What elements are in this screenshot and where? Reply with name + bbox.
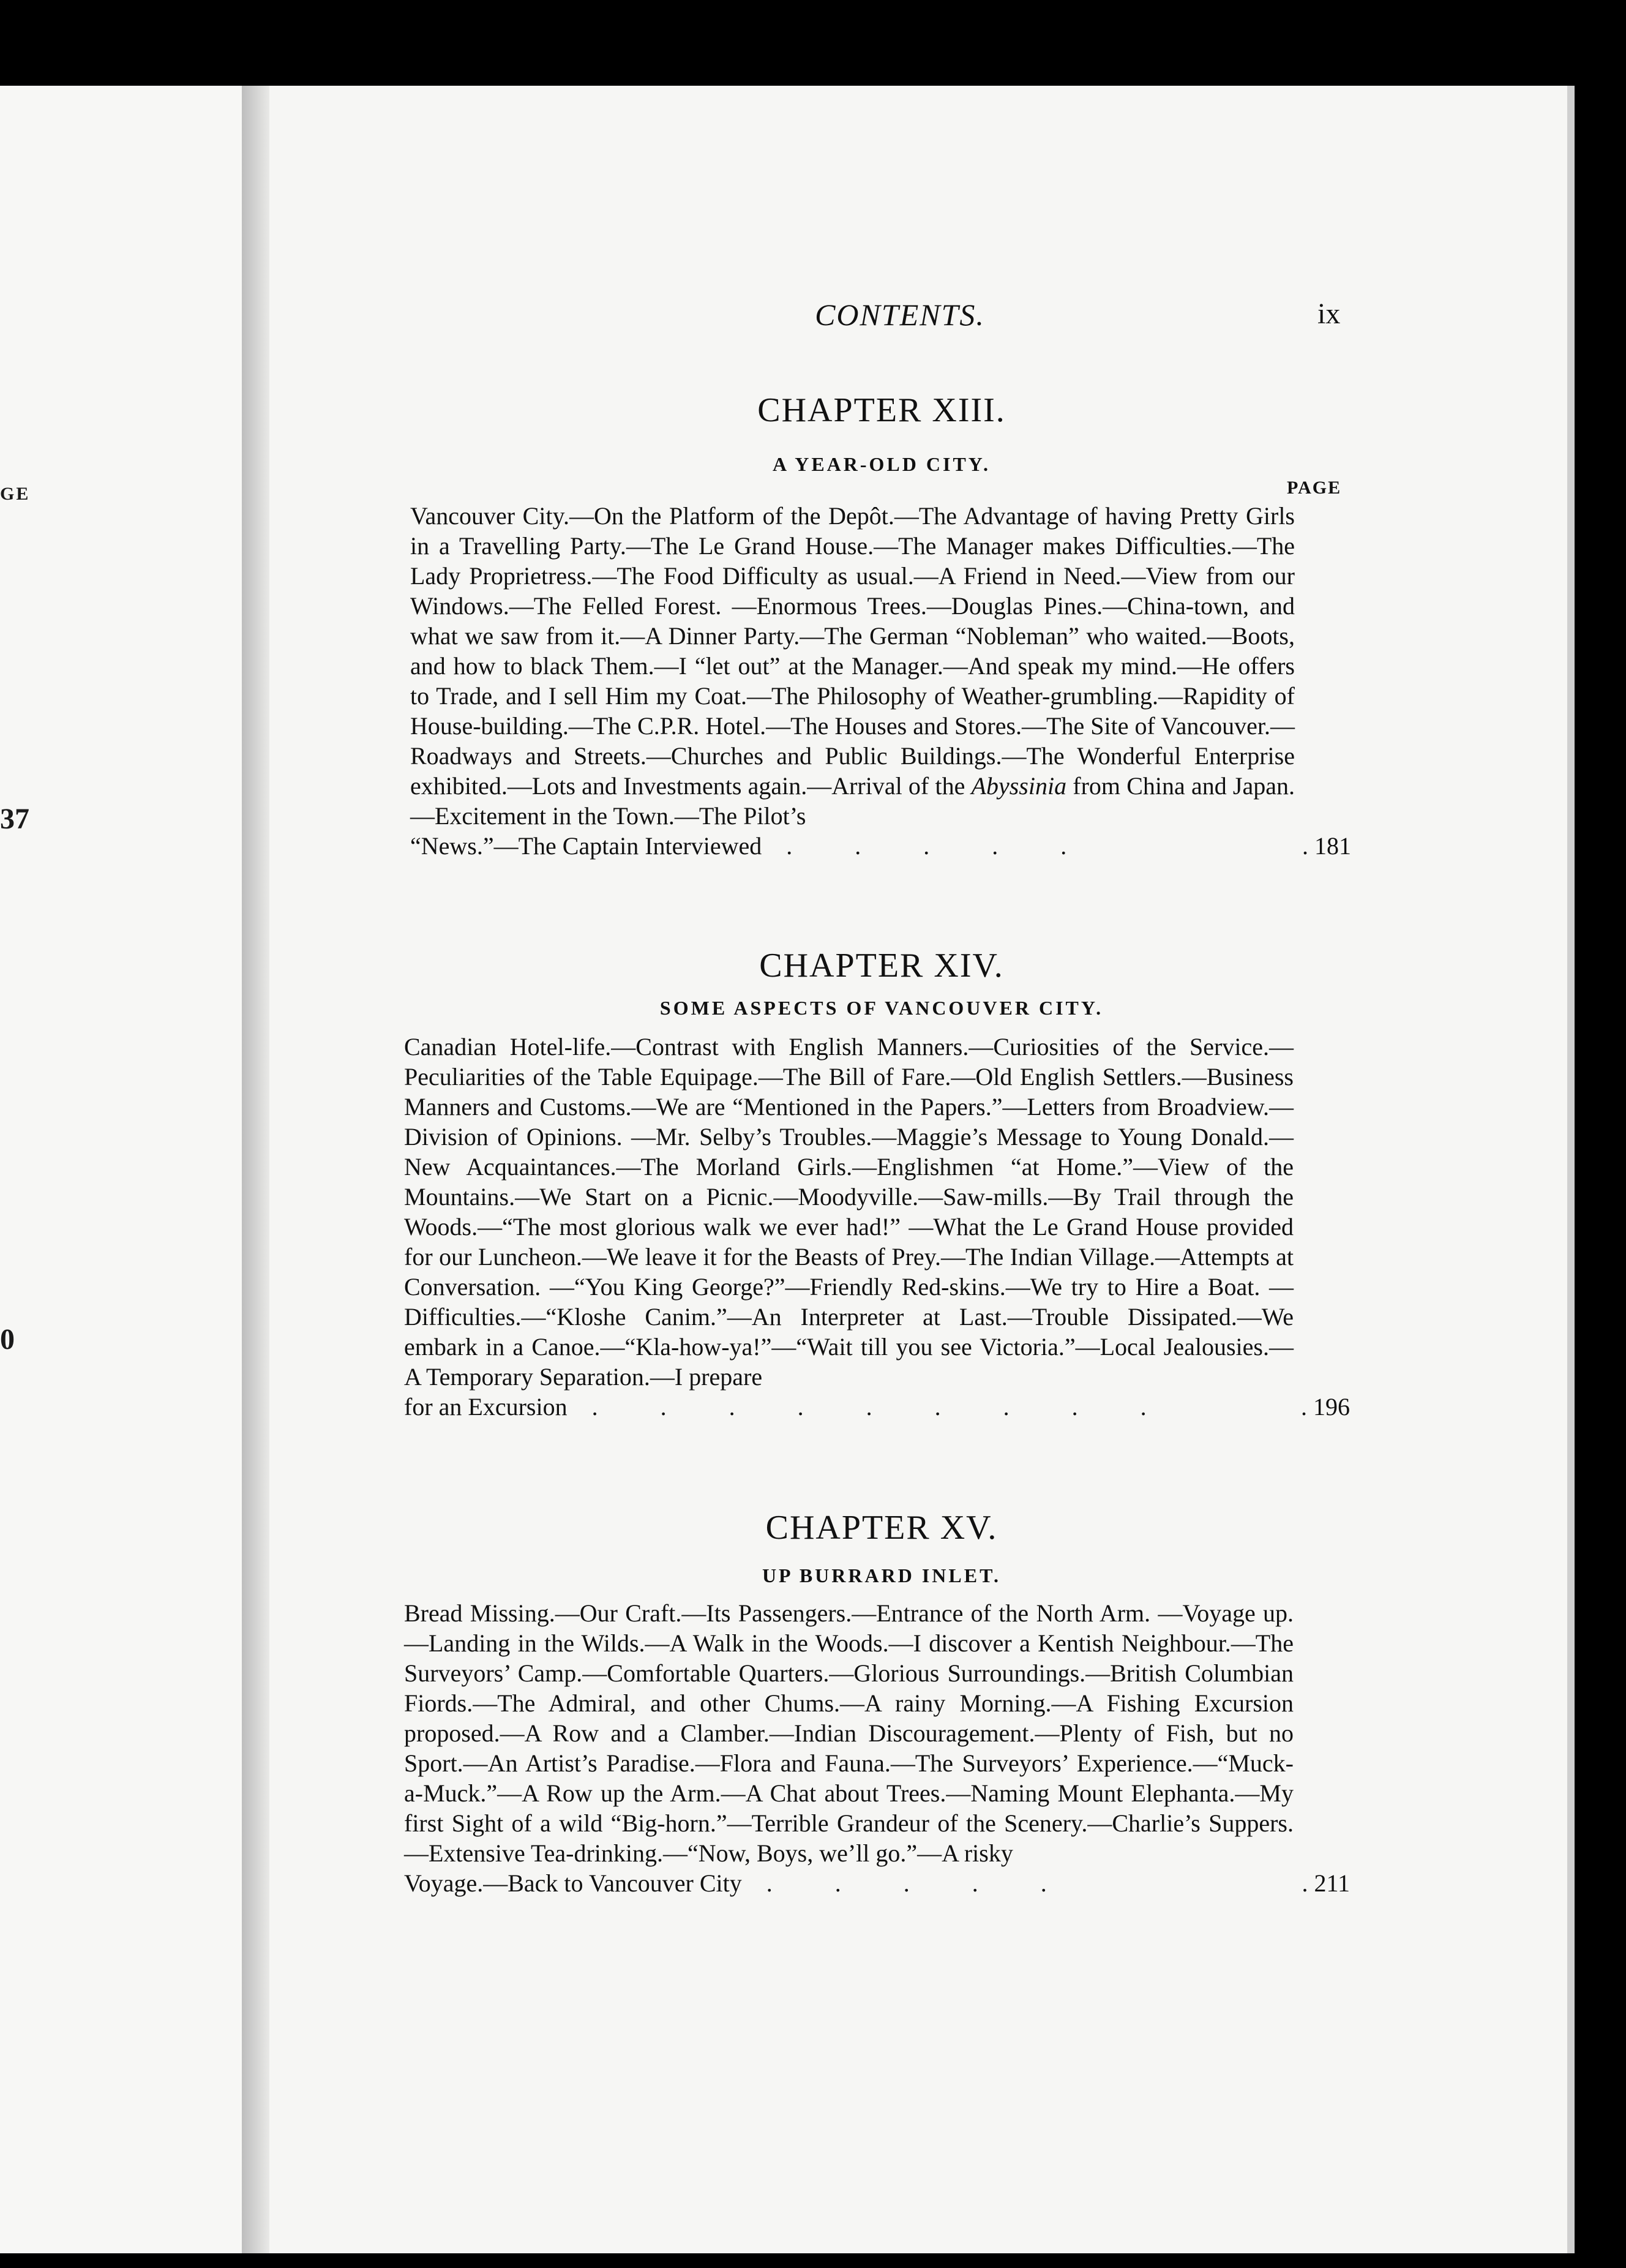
dot-leader: . . . . .	[766, 1869, 1075, 1897]
summary-text: Bread Missing.—Our Craft.—Its Passengers.—Entrance of the North Arm. —Voyage up.—Landing in the Wilds.—A Walk in the Woods.—I discover a Kentish Neighbour.—The Surveyors’ Camp.—Comfortable Quarters.—Glorious Surroundings.—British Columbian Fiords.—The Admiral, and other Chums.—A rainy Morning.—A Fishing Excursion proposed.—A Row and a Clamber.—Indian Discouragement.—Plenty of Fish, but no Sport.—An Artist’s Paradise.—Flora and Fauna.—The Surveyors’ Experience.—“Muck-a-Muck.”—A Row up the Arm.—A Chat about Trees.—Naming Mount Elephanta.—My first Sight of a wild “Big-horn.”—Terrible Grandeur of the Scenery.—Charlie’s Suppers.—Extensive Tea-drinking.—“Now, Boys, we’ll go.”—A risky	[404, 1599, 1294, 1867]
summary-last-text: “News.”—The Captain Interviewed	[410, 832, 762, 860]
chapter-subtitle: A YEAR-OLD CITY.	[773, 453, 991, 475]
summary-last-line	[410, 831, 1351, 861]
running-head: CONTENTS.	[815, 298, 985, 332]
summary-text: Vancouver City.—On the Platform of the Depôt.—The Advantage of having Pretty Girls in a Travelling Party.—The Le Grand House.—The Manager makes Difficulties.—The Lady Proprietress.—The Food Difficulty as usual.—A Friend in Need.—View from our Windows.—The Felled Forest. —Enormous Trees.—Douglas Pines.—China-town, and what we saw from it.—A Dinner Party.—The German “Nobleman” who waited.—Boots, and how to black Them.—I “let out” at the Manager.—And speak my mind.—He offers to Trade, and I sell Him my Coat.—The Philosophy of Weather-grumbling.—Rapidity of House-building.—The C.P.R. Hotel.—The Houses and Stores.—The Site of Vancouver.—Roadways and Streets.—Churches and Public Buildings.—The Wonderful Enterprise exhibited.—Lots and Investments again.—Arrival of the	[410, 502, 1295, 800]
chapter-summary	[404, 1598, 1350, 1898]
dot-leader: . . . . .	[786, 832, 1095, 860]
left-page	[0, 86, 242, 2253]
page-number: ix	[1317, 298, 1341, 330]
chapter-subtitle: SOME ASPECTS OF VANCOUVER CITY.	[659, 997, 1104, 1019]
chapter-summary	[410, 501, 1351, 861]
summary-last-text: for an Excursion	[404, 1393, 568, 1421]
chapter-title: CHAPTER XIV.	[759, 947, 1004, 985]
chapter-summary	[404, 1032, 1350, 1422]
entry-page-number: . 181	[1302, 832, 1351, 860]
chapter-subtitle: UP BURRARD INLET.	[762, 1564, 1002, 1586]
summary-last-text: Voyage.—Back to Vancouver City	[404, 1869, 742, 1897]
entry-page-number: . 211	[1302, 1869, 1350, 1897]
summary-last-line	[404, 1392, 1350, 1422]
dot-leader: . . . . . . . . .	[591, 1393, 1175, 1421]
chapter-title: CHAPTER XV.	[765, 1509, 998, 1547]
left-fragment-number: 37	[0, 803, 29, 835]
summary-text: from China and Japan.—Excitement in the Town.—The Pilot’s	[410, 772, 1295, 830]
left-fragment-label: GE	[0, 484, 31, 504]
summary-text: Canadian Hotel-life.—Contrast with English Manners.—Curiosities of the Service.—Peculiarities of the Table Equipage.—The Bill of Fare.—Old English Settlers.—Business Manners and Customs.—We are “Mentioned in the Papers.”—Letters from Broadview.—Division of Opinions. —Mr. Selby’s Troubles.—Maggie’s Message to Young Donald.—New Acquaintances.—The Morland Girls.—Englishmen “at Home.”—View of the Mountains.—We Start on a Picnic.—Moodyville.—Saw-mills.—By Trail through the Woods.—“The most glorious walk we ever had!” —What the Le Grand House provided for our Luncheon.—We leave it for the Beasts of Prey.—The Indian Village.—Attempts at Conversation. —“You King George?”—Friendly Red-skins.—We try to Hire a Boat. —Difficulties.—“Kloshe Canim.”—An Interpreter at Last.—Trouble Dissipated.—We embark in a Canoe.—“Kla-how-ya!”—“Wait till you see Victoria.”—Local Jealousies.—A Temporary Separation.—I prepare	[404, 1033, 1294, 1391]
chapter-title: CHAPTER XIII.	[757, 391, 1006, 429]
summary-italic-ship: Abyssinia	[971, 772, 1067, 800]
gutter-shadow	[242, 86, 269, 2253]
page-column-label: PAGE	[1287, 478, 1342, 498]
summary-last-line	[404, 1868, 1350, 1898]
entry-page-number: . 196	[1301, 1393, 1350, 1421]
left-fragment-number: 0	[0, 1323, 15, 1356]
